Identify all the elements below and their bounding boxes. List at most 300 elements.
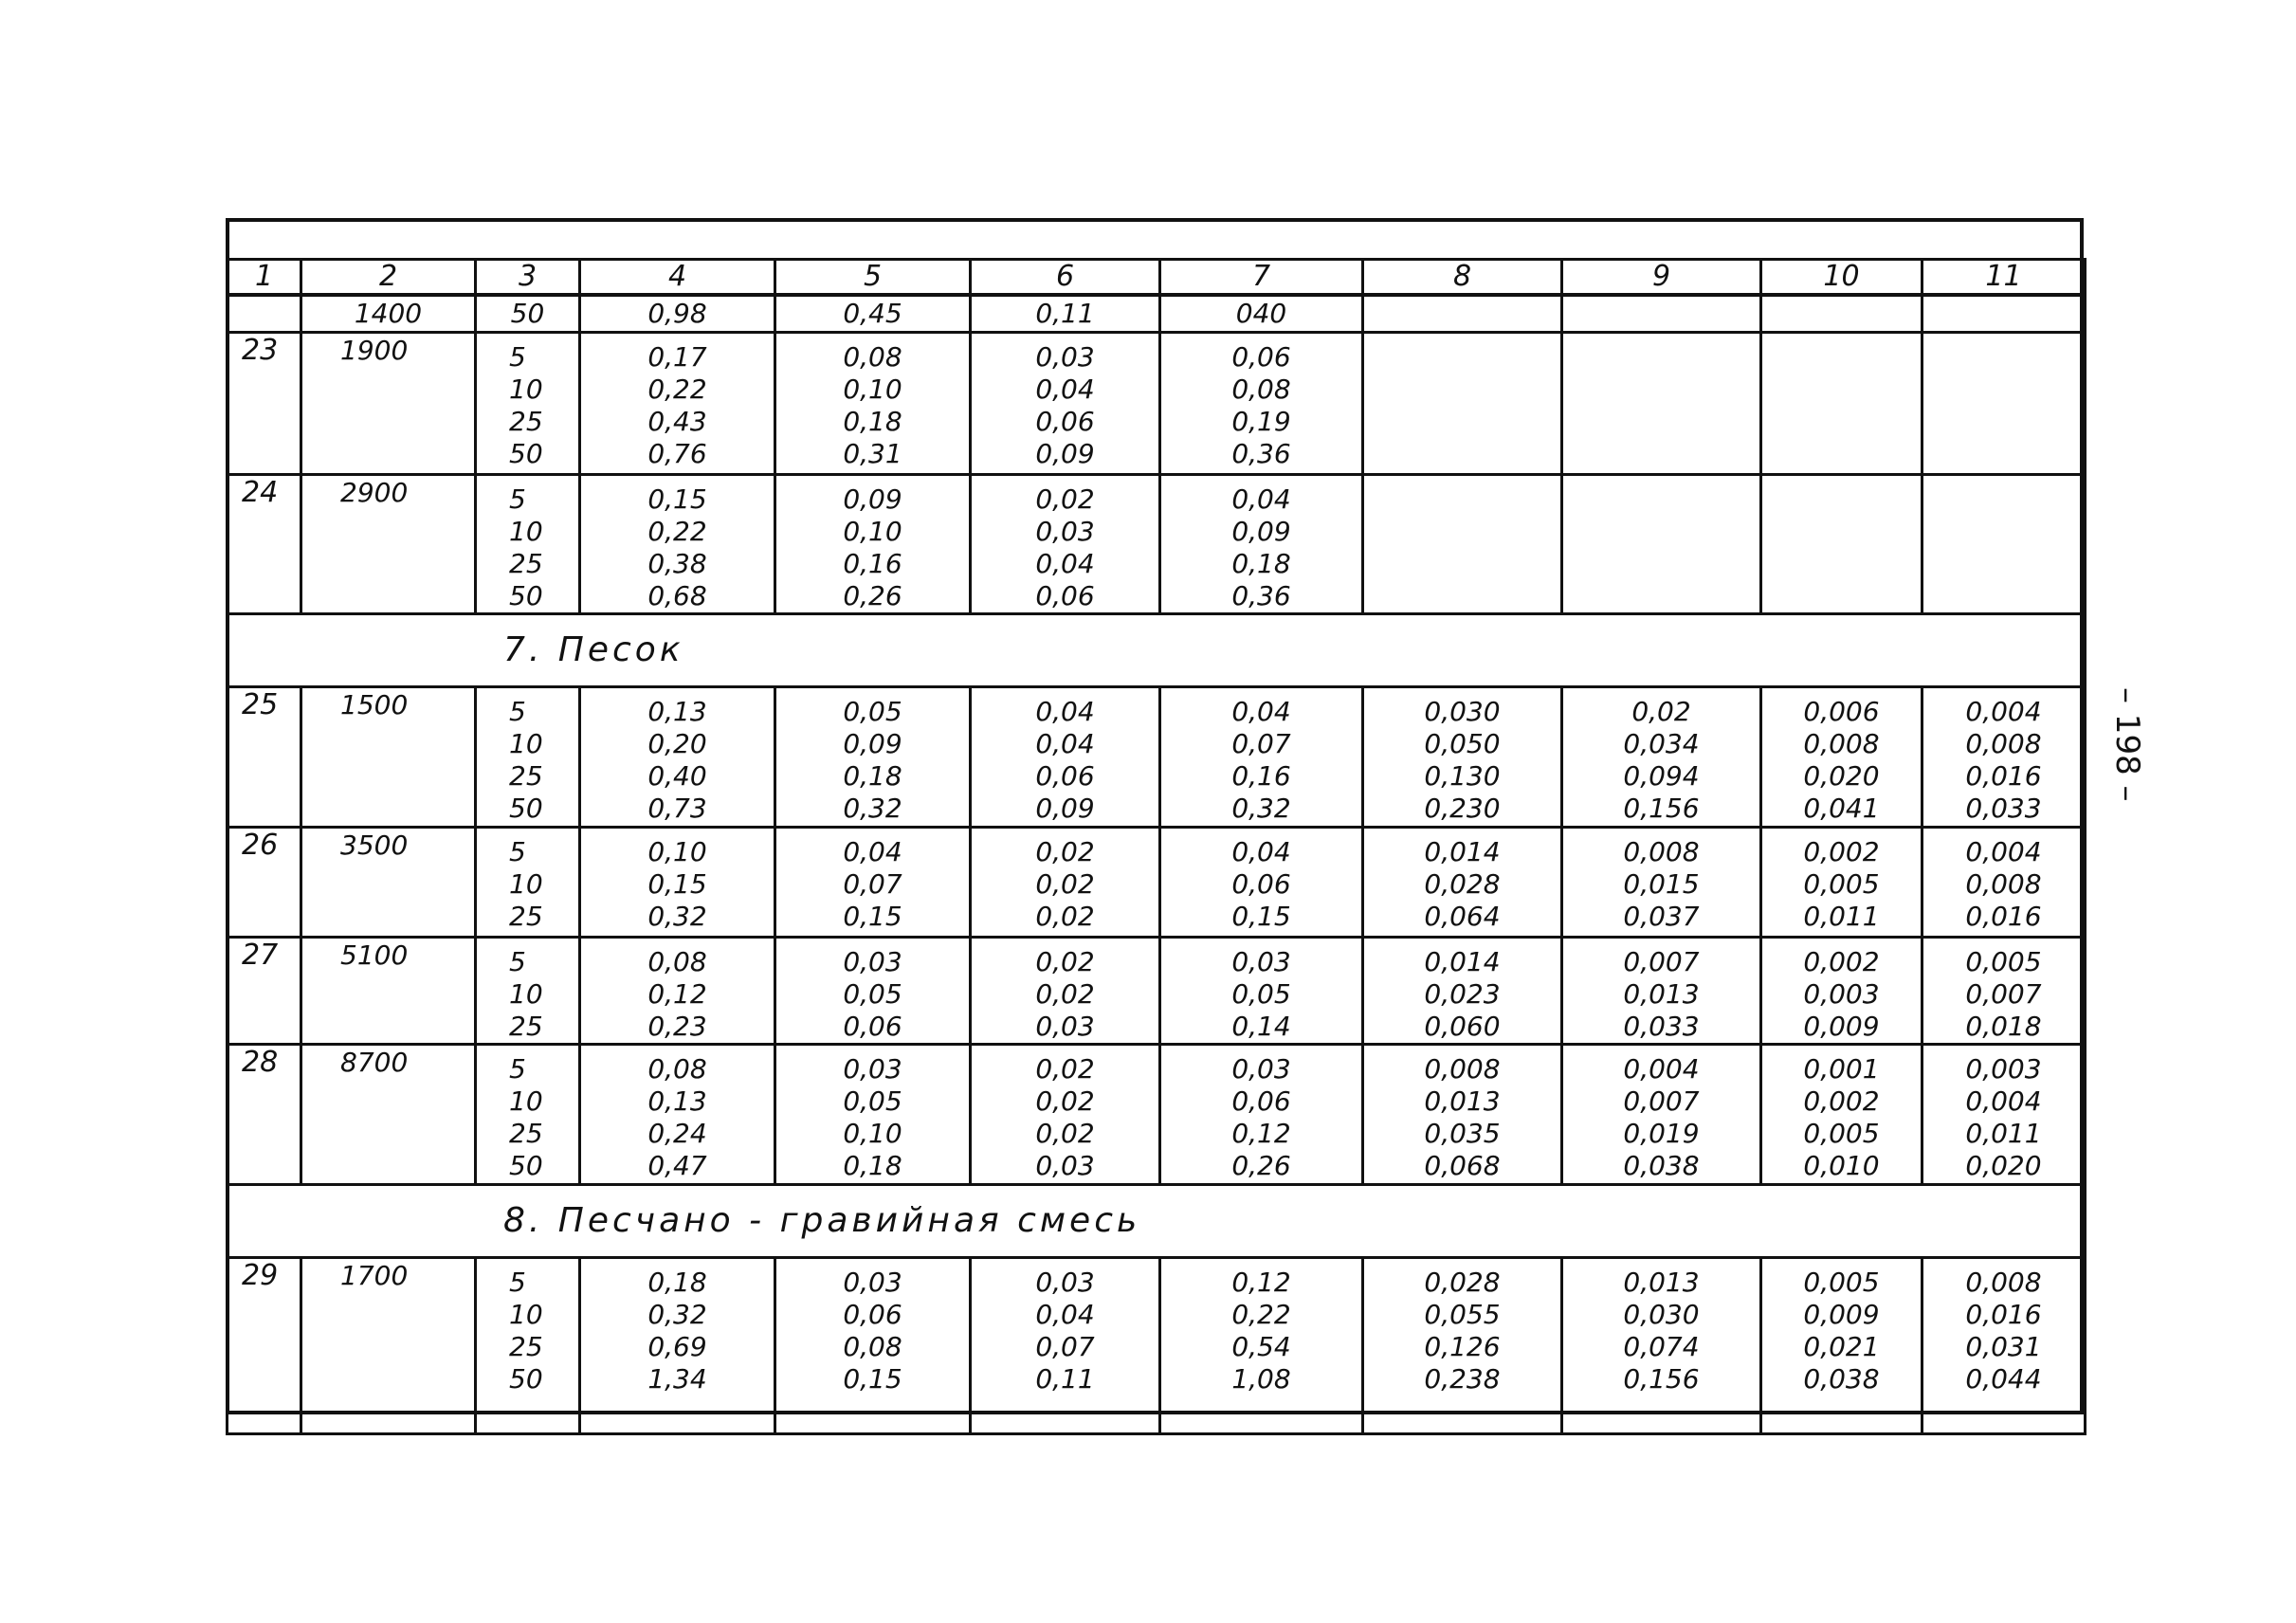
value-cell-col-4 [580,1258,775,1434]
cell-value: 10 [509,1299,543,1330]
cell-value: 0,044 [1965,1363,2042,1395]
table-row [228,1045,2086,1185]
cell-value: 0,02 [1035,1118,1095,1149]
cell-value: 25 [509,1011,543,1042]
value-cell-col-7 [1160,1258,1363,1434]
cell-value: 0,03 [1035,341,1095,373]
cell-value: 1,34 [647,1363,707,1395]
value-cell-col-9 [1562,687,1761,828]
cell-value: 0,037 [1623,901,1700,932]
cell-value: 5 [509,836,526,867]
cell-value: 0,32 [843,793,902,824]
value-cell-col-10 [1761,1045,1922,1185]
column-header-3: 3 [476,260,580,296]
cell-value: 0,08 [843,341,902,373]
cell-value: 10 [509,978,543,1010]
cell-value: 0,004 [1965,1085,2042,1117]
value-cell-col-5 [775,828,971,938]
cell-value: 0,008 [1965,728,2042,759]
cell-value: 0,06 [1035,406,1095,437]
thickness-cell [476,1258,580,1434]
value-cell-col-8 [1363,1258,1562,1434]
value-cell-col-9 [1562,475,1761,614]
cell-value: 0,14 [1231,1011,1291,1042]
cell-value: 0,014 [1424,836,1501,867]
cell-value: 0,004 [1965,696,2042,727]
cell-value: 0,04 [1231,696,1291,727]
cell-value: 0,005 [1965,946,2042,977]
cell-value: 25 [509,406,543,437]
density-cell: 5100 [301,938,476,1045]
cell-value: 0,15 [843,1363,902,1395]
value-cell-col-11 [1922,687,2086,828]
density-cell: 1700 [301,1258,476,1434]
section-cell [228,1185,2086,1258]
column-header-6: 6 [971,260,1160,296]
cell-value: 0,15 [1231,901,1291,932]
cell-value: 5 [509,1267,526,1298]
cell-value: 0,73 [647,793,707,824]
cell-value: 0,05 [1231,978,1291,1010]
continuation-row [228,295,2086,333]
cell-value: 10 [509,728,543,759]
cell-value: 0,02 [1035,868,1095,900]
value-cell-col-5 [775,333,971,475]
cell-value: 0,16 [843,548,902,579]
continuation-cell-7: 040 [1160,295,1363,333]
value-cell-col-4 [580,1045,775,1185]
cell-value: 0,014 [1424,946,1501,977]
cell-value: 0,06 [1231,1085,1291,1117]
cell-value: 0,06 [1035,760,1095,792]
cell-value: 0,36 [1231,580,1291,611]
value-cell-col-6 [971,828,1160,938]
cell-value: 0,038 [1623,1150,1700,1181]
cell-value: 0,005 [1803,868,1880,900]
cell-value: 10 [509,374,543,405]
cell-value: 0,008 [1803,728,1880,759]
cell-value: 0,019 [1623,1118,1700,1149]
cell-value: 0,238 [1424,1363,1501,1395]
value-cell-col-11 [1922,938,2086,1045]
cell-value: 0,05 [843,1085,902,1117]
cell-value: 0,76 [647,438,707,469]
cell-value: 0,050 [1424,728,1501,759]
cell-value: 0,26 [843,580,902,611]
cell-value: 0,47 [647,1150,707,1181]
cell-value: 0,31 [843,438,902,469]
cell-value: 0,016 [1965,1299,2042,1330]
data-table [226,258,2086,1435]
value-cell-col-4 [580,828,775,938]
cell-value: 0,12 [647,978,707,1010]
value-cell-col-4 [580,687,775,828]
cell-value: 0,05 [843,978,902,1010]
cell-value: 0,011 [1965,1118,2042,1149]
cell-value: 0,021 [1803,1331,1880,1362]
cell-value: 0,02 [1035,836,1095,867]
cell-value: 0,018 [1965,1011,2042,1042]
value-cell-col-10 [1761,475,1922,614]
continuation-cell-1 [228,295,301,333]
cell-value: 0,20 [647,728,707,759]
cell-value: 0,32 [647,1299,707,1330]
cell-value: 0,009 [1803,1011,1880,1042]
cell-value: 0,04 [1035,548,1095,579]
cell-value: 0,10 [647,836,707,867]
cell-value: 0,005 [1803,1118,1880,1149]
cell-value: 0,09 [1231,516,1291,547]
cell-value: 0,035 [1424,1118,1501,1149]
cell-value: 0,003 [1965,1053,2042,1085]
cell-value: 50 [509,580,543,611]
thickness-cell [476,333,580,475]
cell-value: 5 [509,483,526,515]
cell-value: 0,12 [1231,1118,1291,1149]
cell-value: 0,12 [1231,1267,1291,1298]
cell-value: 0,10 [843,1118,902,1149]
value-cell-col-10 [1761,333,1922,475]
cell-value: 0,05 [843,696,902,727]
cell-value: 0,09 [1035,793,1095,824]
cell-value: 0,007 [1623,946,1700,977]
cell-value: 50 [509,1150,543,1181]
cell-value: 0,010 [1803,1150,1880,1181]
value-cell-col-10 [1761,687,1922,828]
column-header-5: 5 [775,260,971,296]
cell-value: 0,04 [1231,836,1291,867]
value-cell-col-6 [971,687,1160,828]
cell-value: 0,54 [1231,1331,1291,1362]
cell-value: 0,09 [843,483,902,515]
cell-value: 0,38 [647,548,707,579]
value-cell-col-10 [1761,828,1922,938]
cell-value: 0,26 [1231,1150,1291,1181]
continuation-cell-10 [1761,295,1922,333]
cell-value: 0,055 [1424,1299,1501,1330]
continuation-cell-5: 0,45 [775,295,971,333]
table-row [228,828,2086,938]
cell-value: 0,008 [1965,1267,2042,1298]
cell-value: 0,22 [647,516,707,547]
cell-value: 0,013 [1424,1085,1501,1117]
header-row [228,260,2086,296]
cell-value: 0,06 [1231,341,1291,373]
cell-value: 0,16 [1231,760,1291,792]
cell-value: 0,074 [1623,1331,1700,1362]
cell-value: 50 [509,1363,543,1395]
cell-value: 0,22 [1231,1299,1291,1330]
cell-value: 0,002 [1803,836,1880,867]
cell-value: 0,064 [1424,901,1501,932]
cell-value: 0,09 [1035,438,1095,469]
density-cell: 1900 [301,333,476,475]
column-header-8: 8 [1363,260,1562,296]
cell-value: 0,11 [1035,1363,1095,1395]
row-number: 24 [228,475,301,614]
cell-value: 0,038 [1803,1363,1880,1395]
section-title: 7. Песок [503,630,684,669]
cell-value: 0,02 [1035,1085,1095,1117]
value-cell-col-5 [775,687,971,828]
cell-value: 0,060 [1424,1011,1501,1042]
cell-value: 0,04 [1035,1299,1095,1330]
cell-value: 0,03 [1035,516,1095,547]
table-row [228,687,2086,828]
cell-value: 25 [509,760,543,792]
cell-value: 0,15 [843,901,902,932]
cell-value: 0,028 [1424,1267,1501,1298]
cell-value: 0,030 [1424,696,1501,727]
cell-value: 0,19 [1231,406,1291,437]
cell-value: 10 [509,868,543,900]
column-header-11: 11 [1922,260,2086,296]
cell-value: 5 [509,341,526,373]
cell-value: 10 [509,516,543,547]
cell-value: 5 [509,1053,526,1085]
cell-value: 25 [509,1118,543,1149]
value-cell-col-11 [1922,1045,2086,1185]
cell-value: 50 [509,438,543,469]
cell-value: 0,10 [843,516,902,547]
cell-value: 0,10 [843,374,902,405]
cell-value: 0,03 [1035,1011,1095,1042]
cell-value: 0,32 [1231,793,1291,824]
thickness-cell [476,1045,580,1185]
cell-value: 0,008 [1623,836,1700,867]
cell-value: 0,02 [1035,1053,1095,1085]
cell-value: 0,18 [843,1150,902,1181]
thickness-cell [476,475,580,614]
cell-value: 0,230 [1424,793,1501,824]
cell-value: 0,004 [1965,836,2042,867]
column-header-1: 1 [228,260,301,296]
value-cell-col-6 [971,1258,1160,1434]
value-cell-col-11 [1922,333,2086,475]
cell-value: 0,06 [1231,868,1291,900]
cell-value: 0,156 [1623,793,1700,824]
cell-value: 0,015 [1623,868,1700,900]
cell-value: 0,020 [1803,760,1880,792]
cell-value: 0,04 [1035,374,1095,405]
column-header-7: 7 [1160,260,1363,296]
value-cell-col-11 [1922,828,2086,938]
cell-value: 0,15 [647,483,707,515]
cell-value: 0,007 [1623,1085,1700,1117]
value-cell-col-4 [580,475,775,614]
cell-value: 0,07 [1231,728,1291,759]
cell-value: 0,08 [1231,374,1291,405]
continuation-cell-3: 50 [476,295,580,333]
cell-value: 10 [509,1085,543,1117]
cell-value: 0,003 [1803,978,1880,1010]
thickness-cell [476,938,580,1045]
cell-value: 0,033 [1623,1011,1700,1042]
cell-value: 0,07 [1035,1331,1095,1362]
value-cell-col-6 [971,938,1160,1045]
cell-value: 0,17 [647,341,707,373]
cell-value: 0,03 [1035,1150,1095,1181]
density-cell: 1500 [301,687,476,828]
cell-value: 0,002 [1803,1085,1880,1117]
density-cell: 3500 [301,828,476,938]
cell-value: 0,094 [1623,760,1700,792]
column-header-2: 2 [301,260,476,296]
section-cell [228,614,2086,687]
cell-value: 0,06 [843,1011,902,1042]
value-cell-col-6 [971,333,1160,475]
cell-value: 0,009 [1803,1299,1880,1330]
row-number: 27 [228,938,301,1045]
cell-value: 0,43 [647,406,707,437]
value-cell-col-11 [1922,475,2086,614]
cell-value: 1,08 [1231,1363,1291,1395]
cell-value: 0,030 [1623,1299,1700,1330]
cell-value: 0,004 [1623,1053,1700,1085]
cell-value: 0,068 [1424,1150,1501,1181]
value-cell-col-7 [1160,938,1363,1045]
cell-value: 0,016 [1965,901,2042,932]
cell-value: 0,09 [843,728,902,759]
thickness-cell [476,687,580,828]
cell-value: 25 [509,548,543,579]
value-cell-col-9 [1562,1045,1761,1185]
cell-value: 0,68 [647,580,707,611]
cell-value: 0,033 [1965,793,2042,824]
value-cell-col-6 [971,1045,1160,1185]
cell-value: 0,08 [843,1331,902,1362]
cell-value: 0,02 [1035,483,1095,515]
cell-value: 0,04 [1231,483,1291,515]
cell-value: 0,03 [1231,946,1291,977]
cell-value: 0,18 [843,406,902,437]
cell-value: 0,001 [1803,1053,1880,1085]
cell-value: 0,18 [1231,548,1291,579]
value-cell-col-8 [1363,828,1562,938]
cell-value: 0,03 [1035,1267,1095,1298]
continuation-cell-9 [1562,295,1761,333]
value-cell-col-5 [775,938,971,1045]
cell-value: 5 [509,946,526,977]
cell-value: 0,03 [843,946,902,977]
value-cell-col-9 [1562,828,1761,938]
value-cell-col-5 [775,1258,971,1434]
continuation-cell-2: 1400 [301,295,476,333]
cell-value: 0,13 [647,1085,707,1117]
cell-value: 0,013 [1623,978,1700,1010]
cell-value: 0,15 [647,868,707,900]
cell-value: 0,03 [843,1267,902,1298]
cell-value: 0,023 [1424,978,1501,1010]
row-number: 28 [228,1045,301,1185]
cell-value: 0,22 [647,374,707,405]
value-cell-col-7 [1160,475,1363,614]
continuation-cell-4: 0,98 [580,295,775,333]
cell-value: 0,034 [1623,728,1700,759]
continuation-cell-8 [1363,295,1562,333]
cell-value: 0,08 [647,1053,707,1085]
table-row [228,475,2086,614]
section-title: 8. Песчано - гравийная смесь [503,1201,1141,1240]
cell-value: 0,041 [1803,793,1880,824]
value-cell-col-4 [580,333,775,475]
row-number: 26 [228,828,301,938]
value-cell-col-7 [1160,687,1363,828]
continuation-cell-6: 0,11 [971,295,1160,333]
value-cell-col-9 [1562,1258,1761,1434]
cell-value: 0,007 [1965,978,2042,1010]
thickness-cell [476,828,580,938]
cell-value: 0,06 [843,1299,902,1330]
cell-value: 0,04 [1035,728,1095,759]
value-cell-col-5 [775,1045,971,1185]
cell-value: 0,69 [647,1331,707,1362]
cell-value: 0,02 [1035,901,1095,932]
cell-value: 50 [509,793,543,824]
cell-value: 0,03 [1231,1053,1291,1085]
cell-value: 0,23 [647,1011,707,1042]
value-cell-col-10 [1761,938,1922,1045]
cell-value: 0,156 [1623,1363,1700,1395]
cell-value: 0,002 [1803,946,1880,977]
cell-value: 0,04 [1035,696,1095,727]
row-number: 29 [228,1258,301,1434]
cell-value: 0,011 [1803,901,1880,932]
cell-value: 25 [509,901,543,932]
cell-value: 0,016 [1965,760,2042,792]
cell-value: 0,07 [843,868,902,900]
value-cell-col-11 [1922,1258,2086,1434]
value-cell-col-9 [1562,938,1761,1045]
value-cell-col-8 [1363,333,1562,475]
value-cell-col-9 [1562,333,1761,475]
cell-value: 0,02 [1035,978,1095,1010]
row-number: 25 [228,687,301,828]
cell-value: 0,32 [647,901,707,932]
cell-value: 0,02 [1035,946,1095,977]
cell-value: 0,13 [647,696,707,727]
value-cell-col-7 [1160,828,1363,938]
density-cell: 2900 [301,475,476,614]
cell-value: 0,020 [1965,1150,2042,1181]
column-header-10: 10 [1761,260,1922,296]
cell-value: 0,013 [1623,1267,1700,1298]
continuation-cell-11 [1922,295,2086,333]
cell-value: 0,008 [1965,868,2042,900]
cell-value: 5 [509,696,526,727]
value-cell-col-7 [1160,333,1363,475]
value-cell-col-7 [1160,1045,1363,1185]
cell-value: 0,031 [1965,1331,2042,1362]
cell-value: 0,18 [647,1267,707,1298]
cell-value: 0,02 [1631,696,1691,727]
section-row [228,614,2086,687]
value-cell-col-4 [580,938,775,1045]
cell-value: 0,36 [1231,438,1291,469]
table-row [228,1258,2086,1434]
column-header-4: 4 [580,260,775,296]
cell-value: 0,008 [1424,1053,1501,1085]
table-row [228,333,2086,475]
value-cell-col-8 [1363,475,1562,614]
cell-value: 0,130 [1424,760,1501,792]
value-cell-col-6 [971,475,1160,614]
density-cell: 8700 [301,1045,476,1185]
section-row [228,1185,2086,1258]
cell-value: 0,24 [647,1118,707,1149]
page-number: – 198 – [2108,686,2146,802]
cell-value: 0,40 [647,760,707,792]
